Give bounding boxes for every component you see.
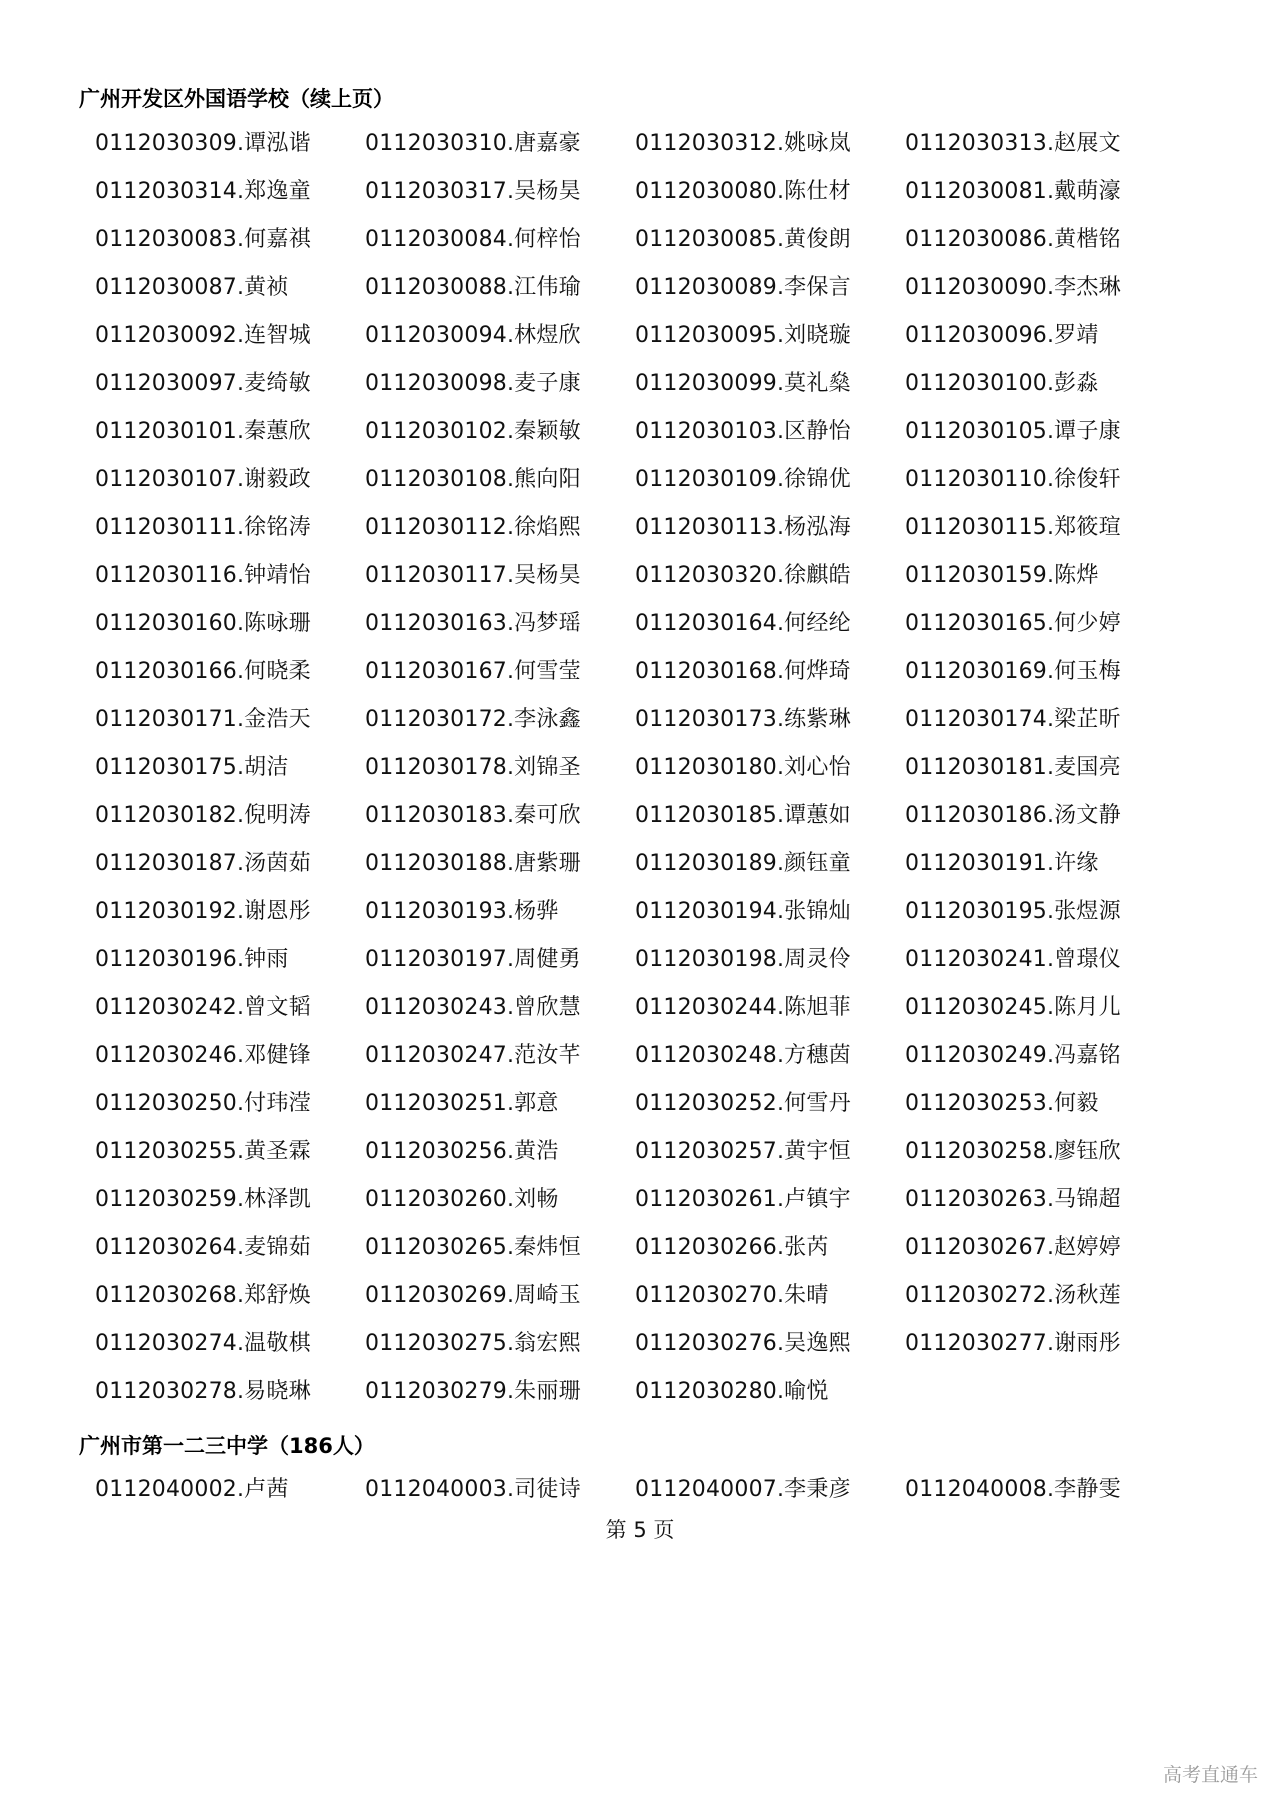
student-entry: 0112030113.杨泓海 (635, 514, 851, 540)
watermark-text: 高考直通车 (1162, 1764, 1258, 1786)
student-entry: 0112030098.麦子康 (365, 370, 581, 396)
student-entry: 0112030094.林煜欣 (365, 322, 581, 348)
student-entry: 0112030270.朱晴 (635, 1282, 829, 1308)
student-entry: 0112030109.徐锦优 (635, 466, 851, 492)
student-entry: 0112030266.张芮 (635, 1234, 829, 1260)
list-row (95, 261, 1175, 309)
student-entry: 0112030187.汤茵茹 (95, 850, 311, 876)
student-entry: 0112030100.彭淼 (905, 370, 1099, 396)
student-entry: 0112030108.熊向阳 (365, 466, 581, 492)
student-entry: 0112030169.何玉梅 (905, 658, 1121, 684)
student-entry: 0112030089.李保言 (635, 274, 851, 300)
student-entry: 0112030194.张锦灿 (635, 898, 851, 924)
list-row (95, 645, 1175, 693)
student-entry: 0112030280.喻悦 (635, 1378, 829, 1404)
student-entry: 0112030188.唐紫珊 (365, 850, 581, 876)
student-entry: 0112030086.黄楷铭 (905, 226, 1121, 252)
student-entry: 0112030317.吴杨昊 (365, 178, 581, 204)
student-entry: 0112030250.付玮滢 (95, 1090, 311, 1116)
student-entry: 0112030163.冯梦瑶 (365, 610, 581, 636)
student-entry: 0112030197.周健勇 (365, 946, 581, 972)
student-entry: 0112030312.姚咏岚 (635, 130, 851, 156)
student-entry: 0112030081.戴萌濠 (905, 178, 1121, 204)
list-row (95, 789, 1175, 837)
student-entry: 0112030080.陈仕材 (635, 178, 851, 204)
student-entry: 0112030256.黄浩 (365, 1138, 559, 1164)
student-entry: 0112030260.刘畅 (365, 1186, 559, 1212)
student-entry: 0112030189.颜钰童 (635, 850, 851, 876)
student-entry: 0112030101.秦蕙欣 (95, 418, 311, 444)
student-entry: 0112030242.曾文韬 (95, 994, 311, 1020)
student-entry: 0112030116.钟靖怡 (95, 562, 311, 588)
list-row (95, 885, 1175, 933)
list-row (95, 1029, 1175, 1077)
student-entry: 0112030276.吴逸熙 (635, 1330, 851, 1356)
student-entry: 0112030259.林泽凯 (95, 1186, 311, 1212)
student-entry: 0112030164.何经纶 (635, 610, 851, 636)
student-entry: 0112030090.李杰琳 (905, 274, 1121, 300)
student-entry: 0112030160.陈咏珊 (95, 610, 311, 636)
student-entry: 0112030320.徐麒皓 (635, 562, 851, 588)
student-entry: 0112030257.黄宇恒 (635, 1138, 851, 1164)
student-entry: 0112040002.卢茜 (95, 1476, 289, 1502)
student-entry: 0112030175.胡洁 (95, 754, 289, 780)
student-entry: 0112030181.麦国亮 (905, 754, 1121, 780)
list-row (95, 1317, 1175, 1365)
student-entry: 0112030183.秦可欣 (365, 802, 581, 828)
student-entry: 0112030314.郑逸童 (95, 178, 311, 204)
student-entry: 0112030182.倪明涛 (95, 802, 311, 828)
list-row (95, 741, 1175, 789)
student-entry: 0112030172.李泳鑫 (365, 706, 581, 732)
student-entry: 0112030195.张煜源 (905, 898, 1121, 924)
student-entry: 0112030180.刘心怡 (635, 754, 851, 780)
section-title-school-1: 广州开发区外国语学校（续上页） (79, 87, 394, 111)
list-row (95, 1077, 1175, 1125)
student-entry: 0112030278.易晓琳 (95, 1378, 311, 1404)
student-entry: 0112030095.刘晓璇 (635, 322, 851, 348)
student-list-school-1 (95, 117, 1175, 1413)
student-entry: 0112030310.唐嘉豪 (365, 130, 581, 156)
list-row (95, 453, 1175, 501)
student-entry: 0112030268.郑舒焕 (95, 1282, 311, 1308)
list-row (95, 1463, 1175, 1511)
student-entry: 0112030185.谭蕙如 (635, 802, 851, 828)
student-entry: 0112030186.汤文静 (905, 802, 1121, 828)
student-entry: 0112030272.汤秋莲 (905, 1282, 1121, 1308)
student-entry: 0112030191.许缘 (905, 850, 1099, 876)
list-row (95, 213, 1175, 261)
list-row (95, 693, 1175, 741)
list-row (95, 933, 1175, 981)
student-entry: 0112030092.连智城 (95, 322, 311, 348)
student-entry: 0112030243.曾欣慧 (365, 994, 581, 1020)
student-entry: 0112040008.李静雯 (905, 1476, 1121, 1502)
student-entry: 0112030165.何少婷 (905, 610, 1121, 636)
student-entry: 0112030277.谢雨彤 (905, 1330, 1121, 1356)
student-entry: 0112030167.何雪莹 (365, 658, 581, 684)
student-entry: 0112030112.徐焰熙 (365, 514, 581, 540)
student-entry: 0112030261.卢镇宇 (635, 1186, 851, 1212)
student-entry: 0112030115.郑筱瑄 (905, 514, 1121, 540)
student-entry: 0112030275.翁宏熙 (365, 1330, 581, 1356)
student-entry: 0112030247.范汝芊 (365, 1042, 581, 1068)
student-entry: 0112030279.朱丽珊 (365, 1378, 581, 1404)
student-entry: 0112030252.何雪丹 (635, 1090, 851, 1116)
student-list-school-2 (95, 1463, 1175, 1511)
list-row (95, 501, 1175, 549)
list-row (95, 1365, 1175, 1413)
student-entry: 0112030085.黄俊朗 (635, 226, 851, 252)
student-entry: 0112030096.罗靖 (905, 322, 1099, 348)
student-entry: 0112030244.陈旭菲 (635, 994, 851, 1020)
student-entry: 0112030267.赵婷婷 (905, 1234, 1121, 1260)
student-entry: 0112030097.麦绮敏 (95, 370, 311, 396)
student-entry: 0112030255.黄圣霖 (95, 1138, 311, 1164)
student-entry: 0112030159.陈烨 (905, 562, 1099, 588)
student-entry: 0112030253.何毅 (905, 1090, 1099, 1116)
list-row (95, 1269, 1175, 1317)
student-entry: 0112030084.何梓怡 (365, 226, 581, 252)
student-entry: 0112030264.麦锦茹 (95, 1234, 311, 1260)
student-entry: 0112030274.温敬棋 (95, 1330, 311, 1356)
list-row (95, 357, 1175, 405)
student-entry: 0112030110.徐俊轩 (905, 466, 1121, 492)
student-entry: 0112030173.练紫琳 (635, 706, 851, 732)
student-entry: 0112030309.谭泓谐 (95, 130, 311, 156)
student-entry: 0112030245.陈月儿 (905, 994, 1121, 1020)
student-entry: 0112030269.周崎玉 (365, 1282, 581, 1308)
section-title-school-2: 广州市第一二三中学（186人） (79, 1434, 375, 1458)
student-entry: 0112030174.梁芷昕 (905, 706, 1121, 732)
page-number: 第 5 页 (605, 1518, 675, 1542)
student-entry: 0112030166.何晓柔 (95, 658, 311, 684)
student-entry: 0112030105.谭子康 (905, 418, 1121, 444)
student-entry: 0112030178.刘锦圣 (365, 754, 581, 780)
list-row (95, 837, 1175, 885)
student-entry: 0112030246.邓健锋 (95, 1042, 311, 1068)
student-entry: 0112030258.廖钰欣 (905, 1138, 1121, 1164)
student-entry: 0112030193.杨骅 (365, 898, 559, 924)
student-entry: 0112030111.徐铭涛 (95, 514, 311, 540)
list-row (95, 549, 1175, 597)
student-entry: 0112030107.谢毅政 (95, 466, 311, 492)
student-entry: 0112030083.何嘉祺 (95, 226, 311, 252)
student-entry: 0112030087.黄祯 (95, 274, 289, 300)
student-entry: 0112030265.秦炜恒 (365, 1234, 581, 1260)
list-row (95, 165, 1175, 213)
list-row (95, 981, 1175, 1029)
student-entry: 0112030171.金浩天 (95, 706, 311, 732)
student-entry: 0112040007.李秉彦 (635, 1476, 851, 1502)
student-entry: 0112030241.曾璟仪 (905, 946, 1121, 972)
student-entry: 0112030196.钟雨 (95, 946, 289, 972)
student-entry: 0112030251.郭意 (365, 1090, 559, 1116)
list-row (95, 1173, 1175, 1221)
student-entry: 0112040003.司徒诗 (365, 1476, 581, 1502)
list-row (95, 117, 1175, 165)
list-row (95, 1221, 1175, 1269)
list-row (95, 1125, 1175, 1173)
student-entry: 0112030099.莫礼燊 (635, 370, 851, 396)
student-entry: 0112030088.江伟瑜 (365, 274, 581, 300)
student-entry: 0112030313.赵展文 (905, 130, 1121, 156)
student-entry: 0112030198.周灵伶 (635, 946, 851, 972)
list-row (95, 405, 1175, 453)
student-entry: 0112030248.方穗茵 (635, 1042, 851, 1068)
student-entry: 0112030192.谢恩彤 (95, 898, 311, 924)
list-row (95, 309, 1175, 357)
student-entry: 0112030249.冯嘉铭 (905, 1042, 1121, 1068)
student-entry: 0112030117.吴杨昊 (365, 562, 581, 588)
student-entry: 0112030168.何烨琦 (635, 658, 851, 684)
student-entry: 0112030103.区静怡 (635, 418, 851, 444)
list-row (95, 597, 1175, 645)
student-entry: 0112030263.马锦超 (905, 1186, 1121, 1212)
student-entry: 0112030102.秦颖敏 (365, 418, 581, 444)
